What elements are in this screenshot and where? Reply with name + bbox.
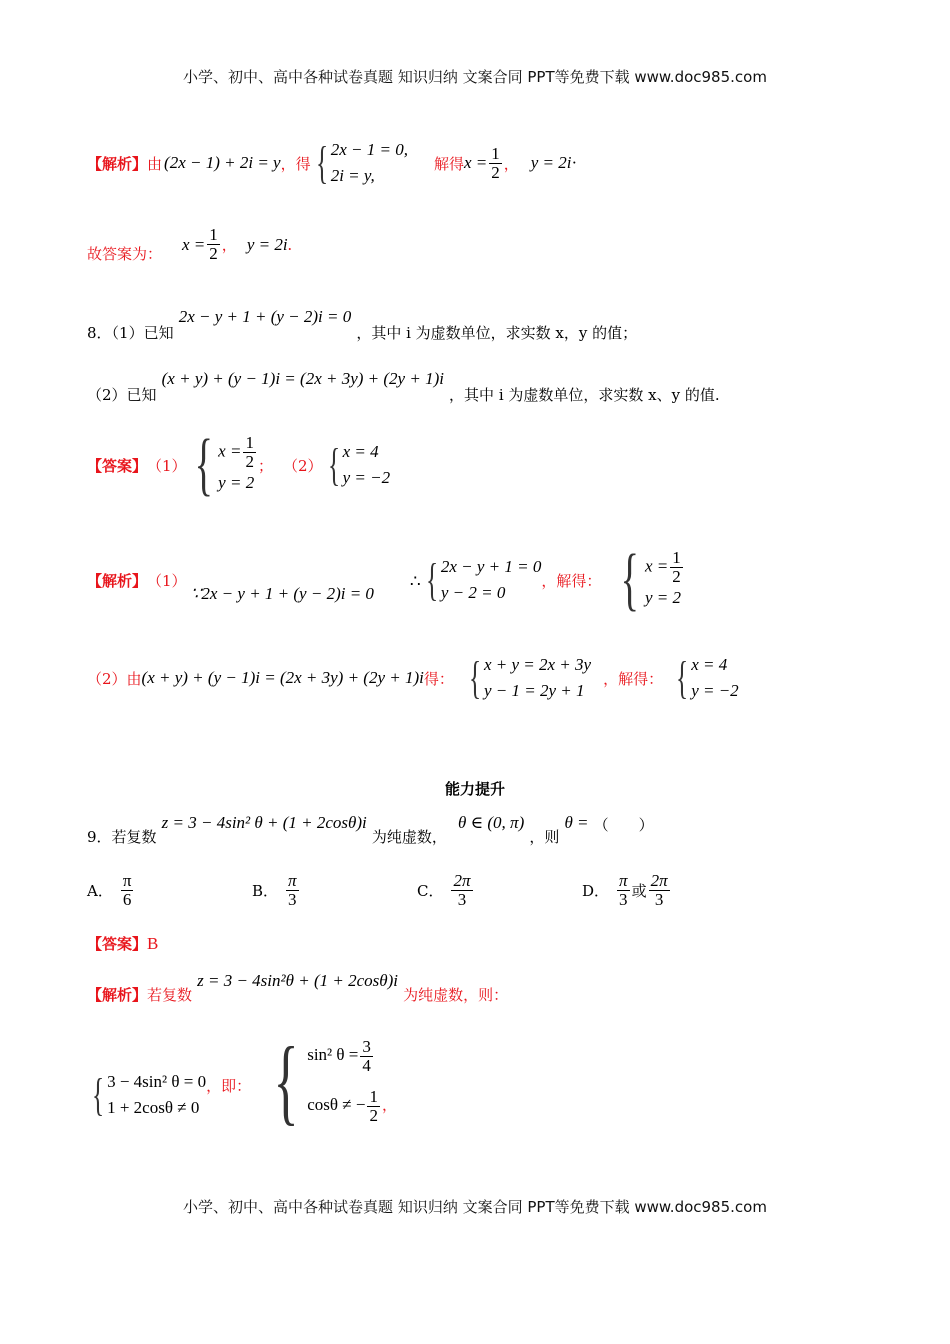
brace-icon: { <box>194 426 213 503</box>
equation: y = 2i <box>246 234 288 254</box>
q7-analysis <box>87 137 577 189</box>
therefore-icon: ∴ <box>409 572 421 591</box>
text: （2） <box>282 456 323 475</box>
question-text: ，则 <box>529 828 560 846</box>
option-d[interactable] <box>582 872 672 909</box>
page-footer: 小学、初中、高中各种试卷真题 知识归纳 文案合同 PPT等免费下载 www.doc985.com <box>183 1198 767 1216</box>
equation: x = <box>218 440 242 460</box>
question-text: ，其中 i 为虚数单位，求实数 x，y 的值； <box>356 324 638 342</box>
q9-analysis <box>87 970 509 1004</box>
text: ， <box>381 1098 397 1114</box>
text: （1） <box>147 456 187 475</box>
brace-icon: { <box>468 652 481 703</box>
text: ，得 <box>280 154 311 173</box>
question-text: 为纯虚数， <box>371 828 447 846</box>
fraction-numerator: 1 <box>209 225 218 245</box>
fraction-numerator: 2π <box>453 871 471 890</box>
q9-answer <box>87 933 158 954</box>
text: ， <box>503 154 519 173</box>
analysis-label: 【解析】 <box>87 571 148 590</box>
equation-system <box>464 652 591 704</box>
q8-analysis-2 <box>87 652 739 704</box>
system-row: x = 4 <box>342 442 379 461</box>
fraction-denominator: 6 <box>122 889 132 909</box>
fraction-denominator: 3 <box>619 889 628 909</box>
system-row: y − 2 = 0 <box>440 583 506 602</box>
q9-options <box>87 872 787 917</box>
fraction-numerator: 1 <box>491 143 500 163</box>
fraction-denominator: 3 <box>288 889 297 909</box>
analysis-label: 【解析】 <box>87 154 148 173</box>
fraction-denominator: 3 <box>457 889 467 909</box>
page-header: 小学、初中、高中各种试卷真题 知识归纳 文案合同 PPT等免费下载 www.doc985.com <box>183 68 767 86</box>
equation-system <box>311 137 408 189</box>
text: · <box>571 153 578 172</box>
system-row: y = −2 <box>691 681 739 700</box>
equation-system <box>671 652 739 704</box>
q7-answer <box>87 225 292 264</box>
option-c[interactable] <box>417 872 475 909</box>
fraction-numerator: 1 <box>369 1086 378 1106</box>
option-label: A． <box>87 881 113 900</box>
answer-label: 【答案】 <box>87 935 148 953</box>
equation-system <box>263 1026 397 1134</box>
equation: y = 2i <box>530 153 572 172</box>
question-text: （2）已知 <box>87 386 157 404</box>
equation: (x + y) + (y − 1)i = (2x + 3y) + (2y + 1)i <box>161 369 444 388</box>
equation: sin² θ = <box>307 1045 359 1064</box>
option-label: C． <box>417 881 444 900</box>
equation: x = <box>463 153 488 172</box>
equation-system <box>323 439 391 491</box>
brace-icon: { <box>273 1026 299 1134</box>
equation: z = 3 − 4sin² θ + (1 + 2cosθ)i <box>161 813 367 832</box>
equation: 2x − y + 1 + (y − 2)i = 0 <box>178 307 352 326</box>
q9-analysis-system <box>87 1026 397 1134</box>
q8-part1 <box>87 307 638 342</box>
fraction-denominator: 2 <box>245 451 254 471</box>
fraction-denominator: 4 <box>362 1055 371 1075</box>
analysis-label: 【解析】 <box>87 986 148 1004</box>
text: 为纯虚数，则： <box>403 986 509 1004</box>
section-title: 能力提升 <box>444 780 505 798</box>
system-row: y = 2 <box>218 473 255 493</box>
system-row: 2i = y, <box>330 166 375 185</box>
system-row: x + y = 2x + 3y <box>483 655 592 674</box>
text: （2）由 <box>87 669 142 688</box>
fraction-numerator: 1 <box>245 432 254 452</box>
system-row: 1 + 2cosθ ≠ 0 <box>107 1097 200 1117</box>
equation: (2x − 1) + 2i = y <box>164 153 281 172</box>
q8-analysis-1 <box>87 541 685 618</box>
question-text: ，其中 i 为虚数单位，求实数 x、y 的值. <box>449 386 720 404</box>
text: ，即： <box>206 1077 252 1095</box>
fraction-denominator: 2 <box>672 566 681 586</box>
text: 解得 <box>433 154 464 173</box>
fraction-numerator: π <box>122 871 132 890</box>
answer-blank: （ ） <box>593 816 654 834</box>
text: 若复数 <box>147 986 193 1004</box>
brace-icon: { <box>620 541 640 618</box>
equation: x = <box>644 555 669 575</box>
system-row: 2x − y + 1 = 0 <box>440 557 542 576</box>
answer-value: B <box>147 934 159 953</box>
text: 得： <box>423 669 454 688</box>
system-row: 3 − 4sin² θ = 0 <box>107 1071 207 1091</box>
q8-part2 <box>87 369 720 404</box>
option-b[interactable] <box>252 872 301 909</box>
brace-icon: { <box>676 652 689 703</box>
system-row: x = 4 <box>691 655 728 674</box>
system-row: y − 1 = 2y + 1 <box>483 681 585 700</box>
fraction-numerator: 1 <box>672 547 681 567</box>
question-number: 9．若复数 <box>87 828 157 846</box>
equation: cosθ ≠ − <box>307 1095 366 1114</box>
text: . <box>287 234 292 254</box>
equation-system <box>87 1069 206 1121</box>
text: ； <box>257 456 273 475</box>
fraction-denominator: 2 <box>369 1105 378 1125</box>
fraction-numerator: 3 <box>362 1036 371 1056</box>
equation-system <box>613 541 684 618</box>
brace-icon: { <box>327 439 340 490</box>
fraction-denominator: 2 <box>491 162 500 182</box>
question-number: 8．（1）已知 <box>87 324 174 342</box>
text: （1） <box>147 571 187 590</box>
fraction-denominator: 3 <box>654 889 664 909</box>
q8-answer <box>87 426 391 503</box>
text: 由 <box>147 154 163 173</box>
text: ，解得： <box>603 669 664 688</box>
equation: (x + y) + (y − 1)i = (2x + 3y) + (2y + 1)i <box>141 668 424 687</box>
answer-label: 故答案为： <box>87 245 163 263</box>
brace-icon: { <box>91 1068 105 1120</box>
option-a[interactable] <box>87 872 135 909</box>
option-label: B． <box>252 881 279 900</box>
answer-label: 【答案】 <box>87 456 148 475</box>
system-row: y = 2 <box>644 588 682 608</box>
fraction-numerator: π <box>619 871 628 890</box>
brace-icon: { <box>315 137 328 188</box>
brace-icon: { <box>425 554 438 605</box>
option-label: D． <box>582 881 610 900</box>
q9-question <box>87 812 654 846</box>
equation-system <box>187 426 258 503</box>
equation: z = 3 − 4sin²θ + (1 + 2cosθ)i <box>197 971 398 990</box>
text: 或 <box>631 881 647 900</box>
system-row: y = −2 <box>342 468 391 487</box>
text: ， <box>221 236 237 254</box>
fraction-numerator: 2π <box>650 871 668 890</box>
equation: x = <box>182 234 206 254</box>
text: ，解得： <box>541 571 602 590</box>
system-row: 2x − 1 = 0, <box>330 140 408 159</box>
equation-system <box>421 554 542 606</box>
fraction-numerator: π <box>288 871 297 890</box>
equation: ∵2x − y + 1 + (y − 2)i = 0 <box>190 584 374 603</box>
fraction-denominator: 2 <box>209 244 218 263</box>
equation: θ = <box>564 813 589 832</box>
equation: θ ∈ (0, π) <box>457 813 525 832</box>
